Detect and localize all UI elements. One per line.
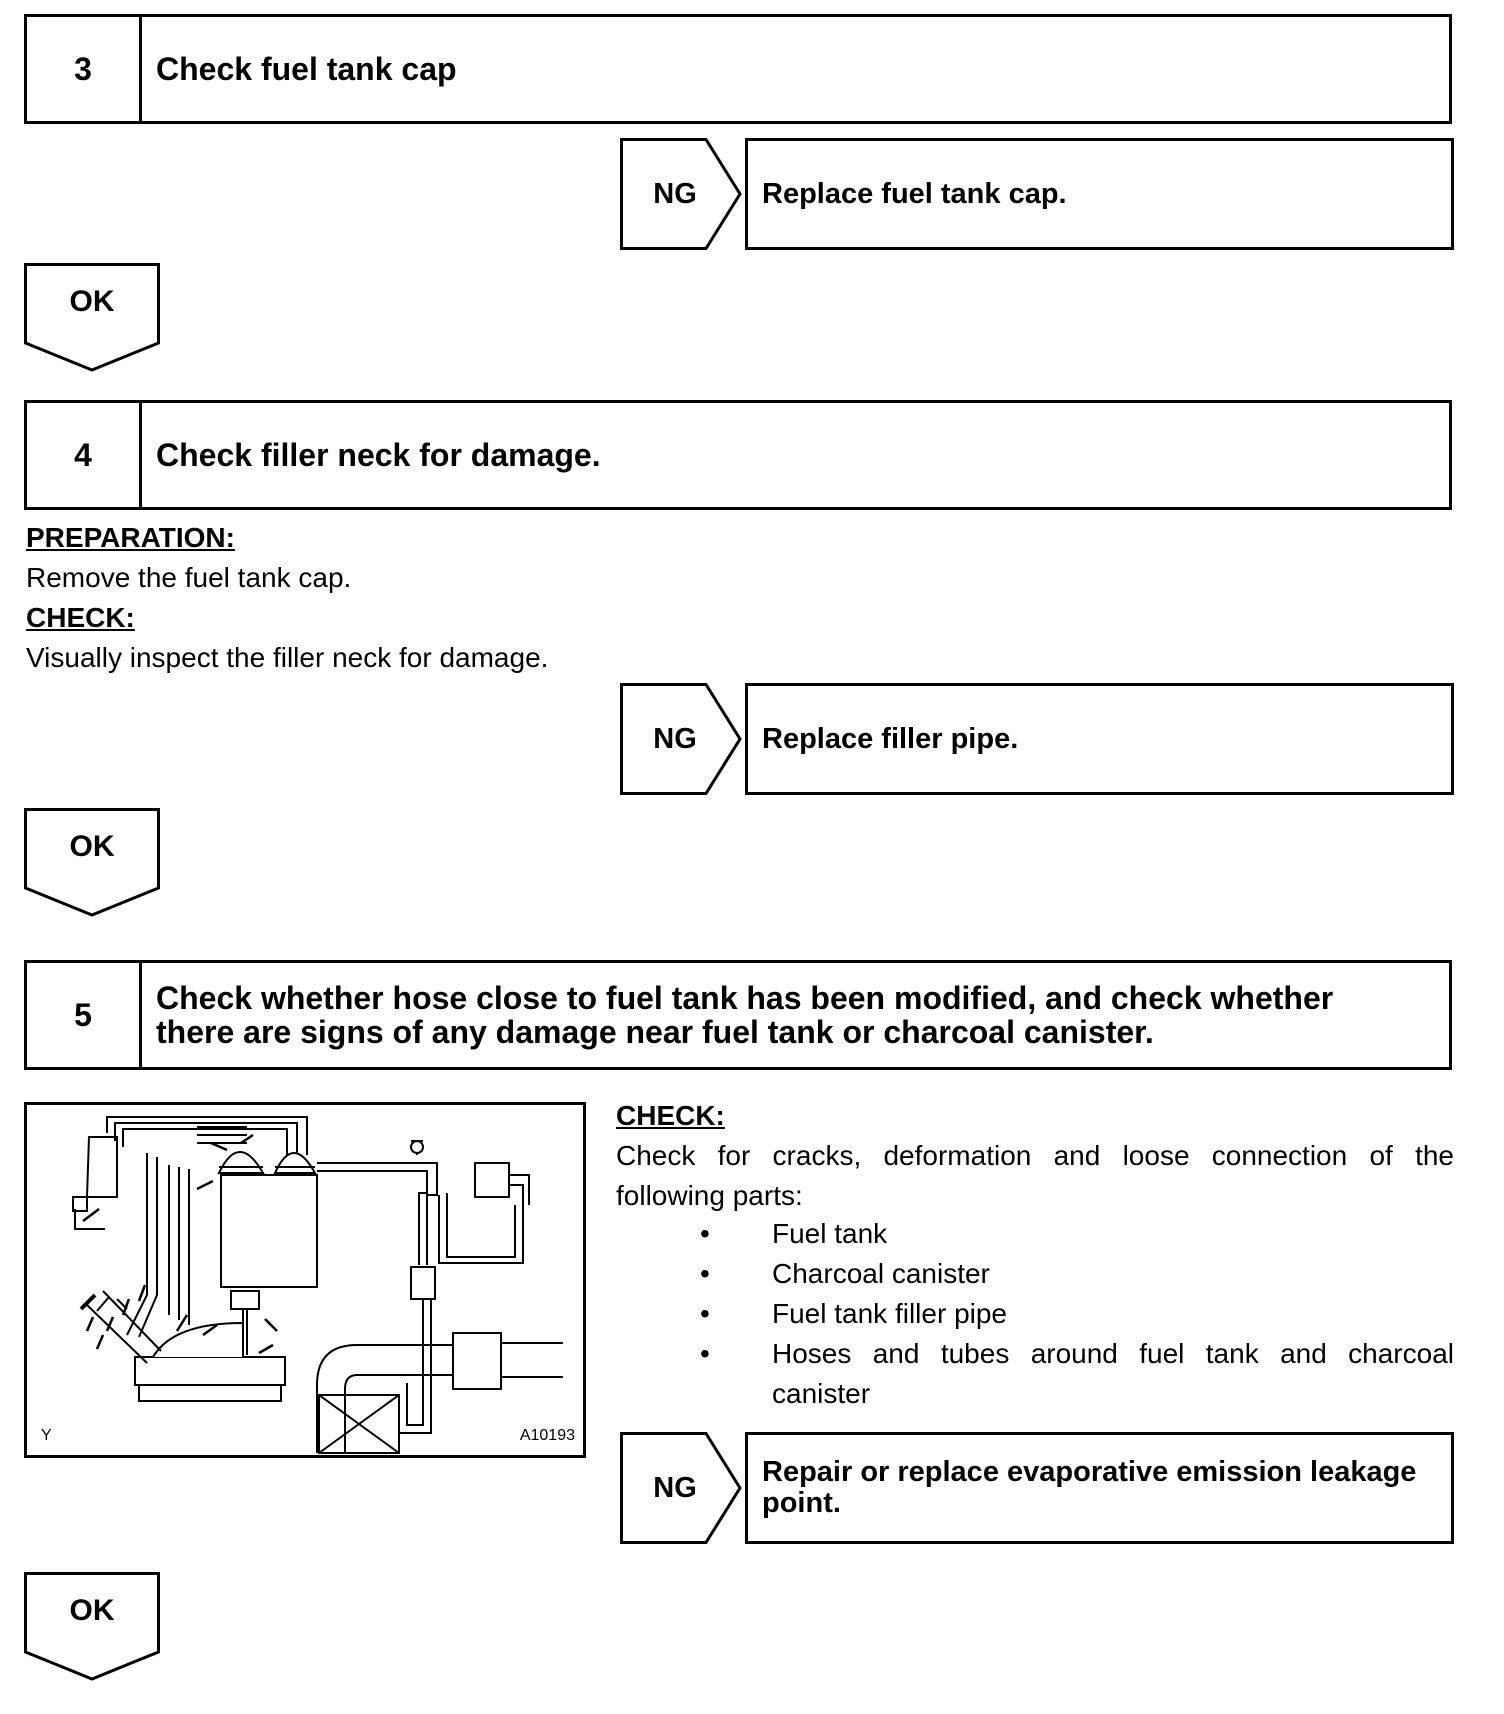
ok-arrow-shape — [24, 1572, 160, 1684]
result-step-5: Repair or replace evaporative emission leakage point. — [745, 1432, 1454, 1544]
ok-branch-step-4 — [24, 808, 160, 920]
ok-label: OK — [69, 830, 115, 863]
ok-branch-step-5 — [24, 1572, 160, 1684]
ng-branch-step-4 — [620, 683, 745, 795]
ok-label: OK — [69, 285, 115, 318]
step-4-header — [24, 400, 1452, 510]
result-step-3: Replace fuel tank cap. — [745, 138, 1454, 250]
ng-label: NG — [653, 722, 697, 755]
preparation-text: Remove the fuel tank cap. — [26, 562, 352, 593]
ng-branch-step-5 — [620, 1432, 745, 1544]
result-step-4: Replace filler pipe. — [745, 683, 1454, 795]
ng-label: NG — [653, 177, 697, 210]
list-item: • Fuel tank — [700, 1218, 888, 1249]
check-heading: CHECK: — [26, 602, 135, 633]
ok-arrow-shape — [24, 808, 160, 920]
step-number: 4 — [27, 403, 142, 507]
ok-label: OK — [69, 1594, 115, 1627]
figure-id: A10193 — [519, 1427, 575, 1444]
ok-branch-step-3 — [24, 263, 160, 375]
step-number: 3 — [27, 17, 142, 121]
list-item: • Hoses and tubes around fuel tank and charcoal canister — [700, 1338, 1454, 1409]
step-title: Check fuel tank cap — [156, 51, 457, 87]
preparation-heading: PREPARATION: — [26, 522, 235, 553]
step-5-header — [24, 960, 1452, 1070]
step-5-check-text: Check for cracks, deformation and loose connection of the following parts: — [616, 1140, 1454, 1211]
check-text: Visually inspect the filler neck for damage. — [26, 642, 549, 673]
evap-system-diagram — [24, 1102, 586, 1458]
figure-corner-letter: Y — [41, 1427, 52, 1444]
evap-system-illustration — [27, 1105, 583, 1455]
step-3-header — [24, 14, 1452, 124]
parts-list — [700, 1214, 1454, 1414]
step-title: Check whether hose close to fuel tank has been modified, and check whether there are signs of any damage near fuel tank or charcoal canister. — [156, 980, 1334, 1050]
list-item: • Fuel tank filler pipe — [700, 1298, 1008, 1329]
step-5-check-heading: CHECK: — [616, 1100, 725, 1131]
ng-label: NG — [653, 1471, 697, 1504]
list-item: • Charcoal canister — [700, 1258, 990, 1289]
step-title: Check filler neck for damage. — [156, 437, 601, 473]
step-number: 5 — [27, 963, 142, 1067]
ok-arrow-shape — [24, 263, 160, 375]
ng-branch-step-3 — [620, 138, 745, 250]
